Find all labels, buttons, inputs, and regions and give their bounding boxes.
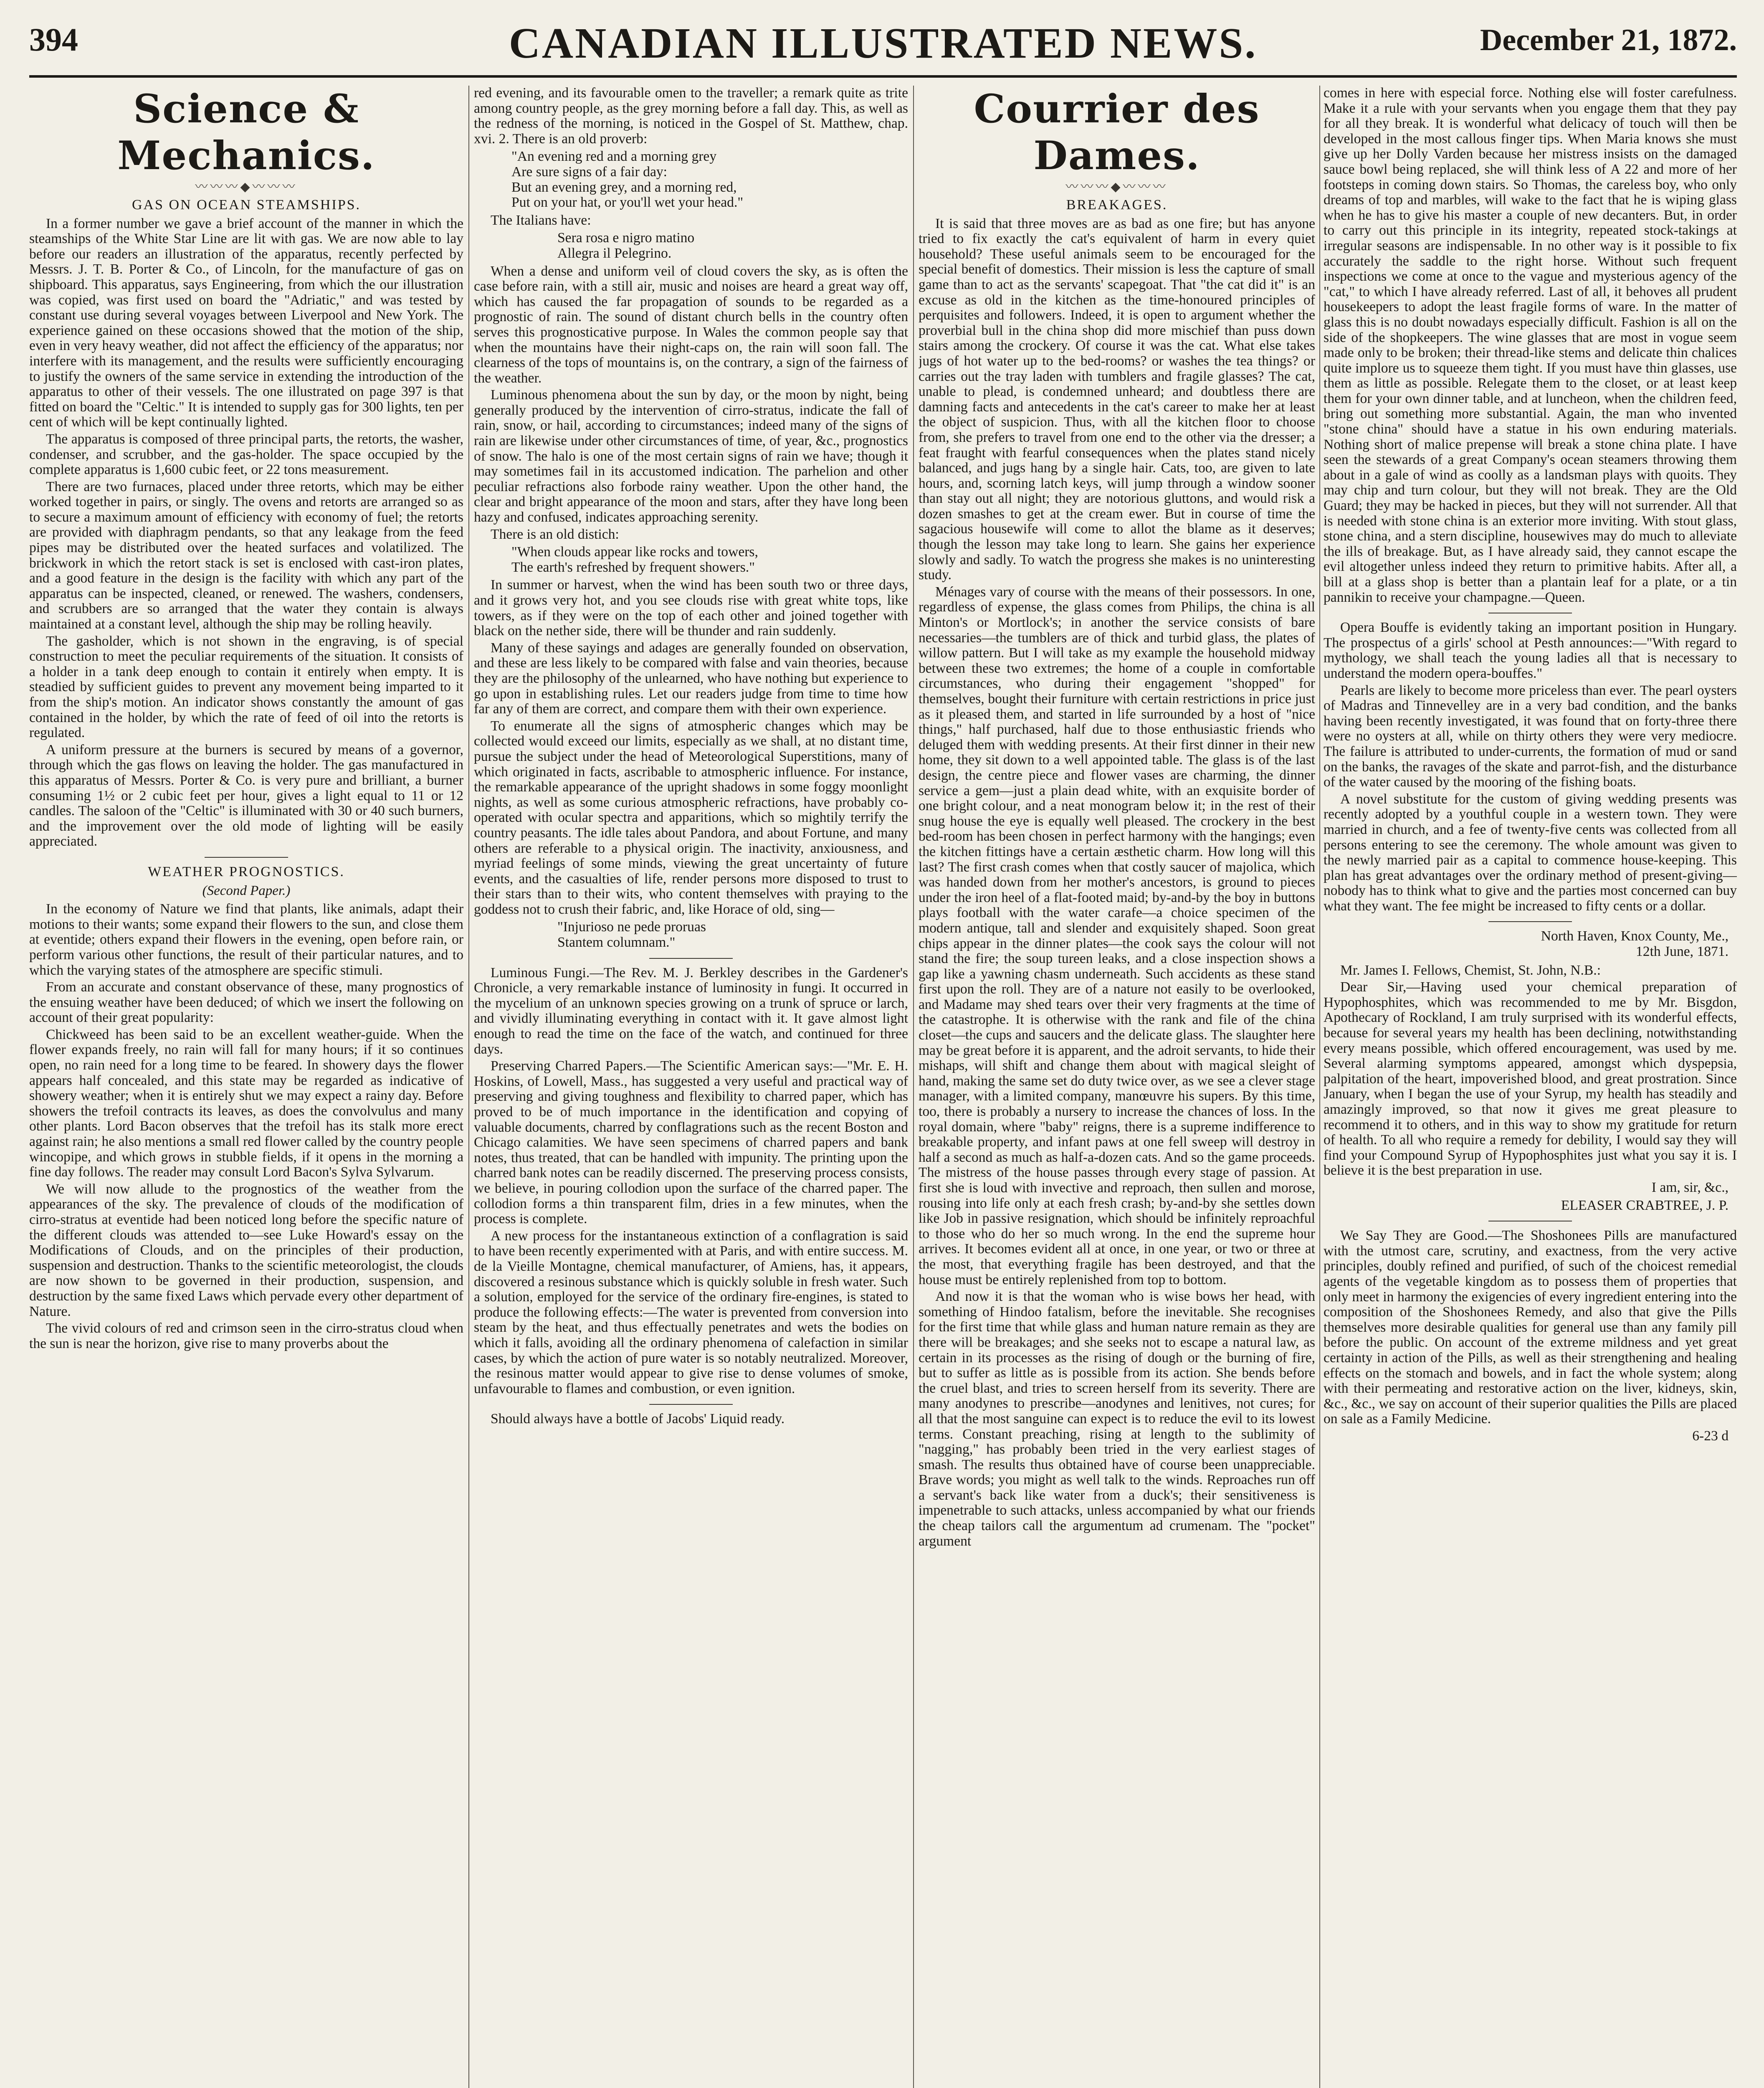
divider — [649, 958, 733, 959]
article-paragraph: And now it is that the woman who is wise bows her head, with something of Hindoo fatalism, before the inevitable. She recognises for the first time that while glass and human nature remain as they are there will be breakages; and she seeks not to escape a natural law, as certain in its processes as the rising of dough or the burning of fire, but to suffer as little as is possible from its action. She bends before the cruel blast, and tries to screen herself from its severity. There are many anodynes to prescribe—anodynes and lenitives, not cures; for all that the most sanguine can expect is to reduce the evil to its lowest terms. Constant preaching, rising at length to the sublimity of "nagging," has probably been tried in the very earliest stages of smash. The results thus obtained have of course been unappreciable. Brave words; you might as well talk to the winds. Reproaches run off a servant's back like water from a duck's; their sensitiveness is impenetrable to such attacks, unless accompanied by what our friends the cheap tailors call the argumentum ad crumenam. The "pocket" argument — [919, 1289, 1315, 1549]
latin-verse: "Injurioso ne pede proruas Stantem columnam." — [557, 919, 706, 950]
ornament-divider: 〰〰〰◆〰〰〰 — [1065, 180, 1168, 194]
article-heading-breakages: BREAKAGES. — [1066, 197, 1168, 213]
advert-line: Should always have a bottle of Jacobs' Liquid ready. — [491, 1411, 785, 1427]
article-paragraph: From an accurate and constant observance of these, many prognostics of the ensuing weather have been deduced; of which we insert the following on account of their great popularity: — [29, 979, 463, 1026]
divider — [1488, 921, 1572, 922]
distich-verse: "When clouds appear like rocks and towers, The earth's refreshed by frequent showers." — [511, 544, 758, 575]
article-paragraph: We will now allude to the prognostics of the weather from the appearances of the sky. The prevalence of clouds of the modification of cirro-stratus at eventide had been noticed long before the specific nature of the different clouds was attended to—see Luke Howard's essay on the Modifications of Clouds, and on the principles of their production, suspension and destruction. Thanks to the scientific meteorologist, the clouds are now shown to be governed in their production, suspension, and destruction by the same fixed Laws which pervade every other department of Nature. — [29, 1181, 463, 1319]
article-paragraph: The vivid colours of red and crimson seen in the cirro-stratus cloud when the sun is near the horizon, give rise to many proverbs about the — [29, 1320, 463, 1351]
article-paragraph: Luminous phenomena about the sun by day, or the moon by night, being generally produced by the intervention of cirro-stratus, indicate the fall of rain, snow, or hail, according to circumstances; indeed many of the signs of rain are likewise under other circumstances of time, of year, &c., prognostics of snow. The halo is one of the most certain signs of rain we have; though it may sometimes fail in its accustomed indication. The parhelion and other peculiar refractions also forbode rainy weather. Upon the other hand, the clear and bright appearance of the moon and stars, after they have long been hazy and confused, indicates approaching serenity. — [474, 387, 908, 525]
article-paragraph: The apparatus is composed of three principal parts, the retorts, the washer, condenser, and scrubber, and the gas-holder. The space occupied by the complete apparatus is 1,600 cubic feet, or 22 tons measurement. — [29, 431, 463, 478]
news-item: Pearls are likely to become more priceless than ever. The pearl oysters of Madras and Tinnevelley are in a very bad condition, and the banks having been recently investigated, it was found that on forty-three there were no oysters at all, while on thirty others they were very mediocre. The failure is attributed to under-currents, the formation of mud or sand on the banks, the ravages of the skate and parrot-fish, and the disturbance of the water caused by the mooring of the fishing boats. — [1324, 682, 1737, 790]
article-heading-weather: WEATHER PROGNOSTICS. — [148, 864, 345, 879]
article-paragraph: red evening, and its favourable omen to the traveller; a remark quite as trite among country people, as the grey morning before a fall day. This, as well as the redness of the morning, is noticed in the Gospel of St. Matthew, chap. xvi. 2. There is an old proverb: — [474, 86, 908, 147]
article-paragraph: To enumerate all the signs of atmospheric changes which may be collected would exceed our limits, especially as we shall, at no distant time, pursue the subject under the head of Meteorological Superstitions, many of which originated in facts, ascribable to atmospheric influence. For instance, the remarkable appearance of the upright shadows in some foggy moonlight nights, as well as some curious atmospheric refractions, have probably co-operated with ocular spectra and apparitions, which so mightily terrify the country peasants. The idle tales about Pandora, and about Fortune, and many others are referable to a physical origin. The inactivity, anxiousness, and myriad feelings of some minds, viewing the great uncertainty of future events, and the casualties of life, render persons more disposed to trust to their stars than to their wits, who content themselves with praying to the goddess not to crush their fabric, and, like Horace of old, sing— — [474, 718, 908, 917]
column-3 — [919, 86, 1315, 2088]
news-item: Opera Bouffe is evidently taking an important position in Hungary. The prospectus of a girls' school at Pesth announces:—"With regard to mythology, we shall teach the young ladies all that is necessary to understand the modern opera-bouffes." — [1324, 620, 1737, 681]
letter-signature: ELEASER CRABTREE, J. P. — [1561, 1197, 1729, 1213]
italian-proverb: Sera rosa e nigro matino Allegra il Pelegrino. — [557, 230, 695, 261]
article-subheading: (Second Paper.) — [202, 883, 291, 898]
article-paragraph: When a dense and uniform veil of cloud covers the sky, as is often the case before rain, with a still air, music and noises are heard a great way off, which has caused the far propagation of sounds to be regarded as a prognostic of rain. The sound of distant church bells in the country often serves this prognosticative purpose. In Wales the common people say that when the mountains have their night-caps on, the rain will soon fall. The clearness of the tops of mountains is, on the contrary, a sign of the fairness of the weather. — [474, 263, 908, 386]
article-paragraph: The gasholder, which is not shown in the engraving, is of special construction to meet the peculiar requirements of the situation. It consists of a holder in a tank deep enough to contain it entirely when empty. It is steadied by sufficient guides to prevent any movement being imparted to it from the ship's motion. An indicator shows constantly the amount of gas contained in the holder, by which the rate of feed of oil into the retorts is regulated. — [29, 633, 463, 741]
article-paragraph: Chickweed has been said to be an excellent weather-guide. When the flower expands freely, no rain will fall for many hours; if it so continues open, no rain need for a long time to be feared. In showery days the flower appears half concealed, and this state may be regarded as indicative of showery weather; when it is entirely shut we may expect a rainy day. Before showers the trefoil contracts its leaves, as does the convolvulus and many other plants. Lord Bacon observes that the trefoil has its stalk more erect against rain; he also mentions a small red flower called by the country people wincopipe, and which grows in stubble fields, if it opens in the morning a fine day follows. The reader may consult Lord Bacon's Sylva Sylvarum. — [29, 1026, 463, 1180]
article-paragraph: There are two furnaces, placed under three retorts, which may be either worked together in pairs, or singly. The ovens and retorts are arranged so as to secure a maximum amount of efficiency with economy of fuel; the retorts are provided with diaphragm pendants, so that any leakage from the feed pipes may be distributed over the heated surfaces and volatilized. The brickwork in which the retort stack is set is enclosed with cast-iron plates, and a good feature in the design is the facility with which any part of the apparatus can be inspected, cleaned, or renewed. The washers, condensers, and scrubbers are so arranged that the water they contain is always maintained at a constant level, although the ship may be rolling heavily. — [29, 479, 463, 632]
article-paragraph: comes in here with especial force. Nothing else will foster carefulness. Make it a rule with your servants when you engage them that they pay for all they break. It is wonderful what delicacy of touch will then be developed in the most callous finger tips. When Maria knows she must give up her Dolly Varden because her mistress insists on the damaged sauce bowl being replaced, she will think less of A 22 and more of her footsteps in coming down stairs. So Thomas, the careless boy, who only dreams of top and marbles, will wake to the fact that he is wiping glass when he has to give his master a couple of new decanters. But, in order to carry out this principle in its integrity, repeated stock-takings at irregular seasons are indispensable. In no other way is it possible to fix accurately the saddle to the right horse. Without such frequent inspections we come at once to the vague and mysterious agency of the "cat," to which I have already referred. Last of all, it behoves all prudent housekeepers to adopt the least fragile forms of ware. In the matter of glass this is no doubt nowadays especially difficult. Fashion is all on the side of the shopkeepers. The wine glasses that are most in vogue seem made only to be broken; their thread-like stems and delicate thin chalices quite implore us to squeeze them tight. If you must have thin glasses, use them as little as possible. Relegate them to the closet, or at least keep them for your own dinner table, and at luncheon, when the children feed, bring out something more substantial. Again, the man who invented "stone china" should have a statue in his own enduring materials. Nothing short of malice prepense will break a stone china plate. I have seen the stewards of a great Company's ocean steamers throwing them about in a gale of wind as coolly as a landsman plays with quoits. They may chip and turn colour, but they will not break. They are the Old Guard; they may be hacked in pieces, but they will not surrender. All that is needed with stone china is an exterior more inviting. With stout glass, stone china, and a stern discipline, housewives may do much to alleviate the ills of breakage. But, as I have already said, they cannot escape the evil altogether unless indeed they return to primitive habits. After all, a bill at a glass shop is better than a plantain leaf for a plate, or a tin pannikin to receive your champagne.—Queen. — [1324, 86, 1737, 605]
divider — [205, 857, 288, 858]
article-paragraph: It is said that three moves are as bad as one fire; but has anyone tried to fix exactly the cat's equivalent of harm in every quiet household? These useful animals seem to be encouraged for the special benefit of domestics. Their mission is less the capture of small game than to act as the servants' scapegoat. That "the cat did it" is an excuse as old in the kitchen as the time-honoured principles of perquisites and followers. Indeed, it is open to argument whether the proverbial bull in the china shop did more mischief than puss down stairs among the crockery. Of course it was the cat. What else takes jugs of hot water up to the bed-rooms? or washes the tea things? or carries out the tray laden with tumblers and fragile glasses? The cat, unable to plead, is condemned unheard; and doubtless there are damning facts and antecedents in the cat's career to make her at least the object of suspicion. Thus, with all the kitchen floor to choose from, she prefers to travel from one end to the other via the dresser; a feat fraught with fearful consequences when the plates stand nicely balanced, and jugs hang by a single hair. Cats, too, are given to late hours, and, scorning latch keys, will jump through a window sooner than stay out all night; they are notorious gluttons, and would risk a dozen smashes to get at the cream ewer. But in course of time the sagacious housewife will come to allot the blame as it deserves; though the lesson may take long to learn. She gains her experience slowly and sadly. To watch the progress she makes is no uninteresting study. — [919, 215, 1315, 583]
column-2 — [474, 86, 908, 2088]
news-item-charred-papers: Preserving Charred Papers.—The Scientific American says:—"Mr. E. H. Hoskins, of Lowell, Mass., has suggested a very useful and practical way of preserving and giving toughness and flexibility to charred paper, which has proved to be of much importance in the identification and copying of valuable documents, charred by conflagrations such as the recent Boston and Chicago calamities. We have seen specimens of charred papers and bank notes, thus treated, that can be handled with impunity. The printing upon the charred bank notes can be readily discerned. The preserving process consists, we believe, in pouring collodion upon the surface of the charred paper. The collodion forms a thin transparent film, dries in a few minutes, when the process is complete. — [474, 1058, 908, 1227]
page-number: 394 — [29, 21, 78, 58]
proverb-verse: "An evening red and a morning grey Are sure signs of a fair day: But an evening grey, and a morning red, Put on your hat, or you'll wet your head." — [511, 149, 744, 210]
column-rule — [1319, 86, 1320, 2088]
section-title-science: Science & Mechanics. — [117, 86, 375, 179]
letter-place-date: North Haven, Knox County, Me., 12th June, 1871. — [1541, 928, 1729, 960]
article-paragraph: In the economy of Nature we find that plants, like animals, adapt their motions to their wants; some expand their flowers to the sun, and close them at eventide; others expand their flowers in the evening, open before rain, or perform various other functions, the result of their particular natures, and to which the varying states of the atmosphere are specific stimuli. — [29, 901, 463, 978]
divider — [649, 1404, 733, 1405]
advert-code: 6-23 d — [1692, 1428, 1729, 1444]
letter-addressee: Mr. James I. Fellows, Chemist, St. John, N.B.: — [1340, 962, 1601, 978]
article-paragraph: The Italians have: — [491, 212, 591, 228]
issue-date: December 21, 1872. — [1480, 23, 1737, 57]
header-rule — [29, 75, 1737, 78]
column-rule — [913, 86, 914, 2088]
article-paragraph: A uniform pressure at the burners is secured by means of a governor, through which the gas flows on leaving the holder. The gas manufactured in this apparatus of Messrs. Porter & Co. is very pure and brilliant, a burner consuming 1½ or 2 cubic feet per hour, gives a light equal to 11 or 12 candles. The saloon of the "Celtic" is illuminated with 30 or 40 such burners, and the improvement over the old mode of lighting will be easily appreciated. — [29, 742, 463, 849]
article-paragraph: There is an old distich: — [491, 526, 619, 542]
article-heading-gas: GAS ON OCEAN STEAMSHIPS. — [132, 197, 361, 213]
section-title-courrier: Courrier des Dames. — [974, 86, 1260, 179]
news-item: A novel substitute for the custom of giving wedding presents was recently adopted by a youthful couple in a western town. They were married in church, and a fee of twenty-five cents was collected from all persons entering to see the ceremony. The whole amount was given to the newly married pair as a capital to commence house-keeping. This plan has great advantages over the ordinary method of present-giving—nobody has to think what to give and the parties most concerned can buy what they want. The fee might be increased to fifty cents or a dollar. — [1324, 791, 1737, 914]
letter-body: Dear Sir,—Having used your chemical preparation of Hypophosphites, which was recommended to me by Mr. Bisgdon, Apothecary of Rockland, I am truly surprised with its wonderful effects, because for several years my health has been declining, notwithstanding every means possible, which offered encouragement, was used by me. Several alarming symptoms appeared, amongst which dyspepsia, palpitation of the heart, impoverished blood, and great prostration. Since January, when I began the use of your Syrup, my health has steadily and amazingly improved, so that now it gives me great pleasure to recommend it to others, and in this way to show my gratitude for return of health. To all who require a remedy for debility, I would say they will find your Compound Syrup of Hypophosphites just what you say it is. I believe it is the best preparation in use. — [1324, 979, 1737, 1178]
advert-shoshonees: We Say They are Good.—The Shoshonees Pills are manufactured with the utmost care, scrutiny, and exactness, from the very active principles, doubly refined and purified, of such of the choicest remedial agents of the vegetable kingdom as to possess them of properties that only meet in harmony the exigencies of every ingredient entering into the composition of the Shoshonees Remedy, and also that give the Pills themselves more desirable qualities for general use than any family pill before the public. On account of the extreme mildness and yet great certainty in action of the Pills, as well as their strengthening and healing effects on the stomach and bowels, and in fact the whole system; along with their permeating and restorative action on the liver, kidneys, skin, &c., &c., we say on account of their superior qualities the Pills are placed on sale as a Family Medicine. — [1324, 1228, 1737, 1427]
article-paragraph: In a former number we gave a brief account of the manner in which the steamships of the White Star Line are lit with gas. We are now able to lay before our readers an illustration of the apparatus, recently perfected by Messrs. J. T. B. Porter & Co., of Lincoln, for the manufacture of gas on shipboard. This apparatus, says Engineering, from which the our illustration was copied, was first used on board the "Adriatic," and was tested by constant use during several voyages between Liverpool and New York. The experience gained on these occasions showed that the motion of the ship, even in very heavy weather, did not affect the efficiency of the apparatus; nor interfere with its management, and the results were sufficiently encouraging to justify the owners of the same service in extending the introduction of the apparatus to other of their vessels. The one illustrated on page 397 is that fitted on board the "Celtic." It is intended to supply gas for 300 lights, ten per cent of which will be kept continually lighted. — [29, 215, 463, 430]
column-1 — [29, 86, 463, 2088]
news-item-fire-process: A new process for the instantaneous extinction of a conflagration is said to have been recently experimented with at Paris, and with entire success. M. de la Vieille Montagne, chemical manufacturer, of Amiens, has, it appears, discovered a resinous substance which is quickly soluble in fresh water. Such a solution, employed for the service of the ordinary fire-engines, is stated to produce the following effects:—The water is prevented from conversion into steam by the heat, and thus effectually penetrates and wets the bodies on which it falls, avoiding all the ordinary phenomena of calefaction in similar cases, by which the action of pure water is so notably neutralized. Moreover, the resinous matter would appear to give rise to dense volumes of smoke, unfavourable to flames and combustion, or even ignition. — [474, 1228, 908, 1396]
page-header — [29, 17, 1737, 71]
article-paragraph: Ménages vary of course with the means of their possessors. In one, regardless of expense, the glass comes from Philips, the china is all Minton's or Mortlock's; in another the service consists of bare necessaries—the tumblers are of thick and turbid glass, the plates of willow pattern. But I will take as my example the household midway between these two extremes; the home of a couple in comfortable circumstances, who during their engagement "shopped" for themselves, bought their furniture with certain restrictions in price just as it pleased them, and started in life surrounded by a host of "nice things," half purchased, half due to those enthusiastic friends who deluged them with wedding presents. At their first dinner in their new home, they sit down to a well appointed table. The glass is of the last design, the centre piece and flower vases are charming, the dinner service a gem—just a plain dead white, with an exquisite border of one bright colour, and a neat monogram below it; in the rest of their snug house the eye is equally well pleased. The crockery in the best bed-room has been chosen in perfect harmony with the hangings; even the kitchen fittings have a certain æsthetic charm. How long will this last? The first crash comes when that costly saucer of majolica, which was handed down from her mother's ancestors, is ground to pieces under the iron heel of a flat-footed maid; by-and-by the boy in buttons plays football with the water carafe—a choice specimen of the modern antique, tall and slender and exquisitely shaped. Soon great chips appear in the dinner plates—the cook says the colour will not stand the fire; the soup tureen leaks, and a close inspection shows a gap like a yawning chasm underneath. Such accidents as these stand first upon the roll. They are of a nature not easily to be overlooked, and Madame may shed tears over their very fragments at the time of the catastrophe. It is otherwise with the rank and file of the china closet—the cups and saucers and the delicate glass. The slaughter here may be great before it is apparent, and the adroit servants, to hide their mishaps, will shift and change them about with magical sleight of hand, making the same set do duty twice over, as we see a clever stage manager, with a limited company, manœuvre his supers. By this time, too, there is probably a nursery to increase the chances of loss. In the royal domain, where "baby" reigns, there is a supreme indifference to breakable property, and infant paws at one fell sweep will destroy in half a second as much as half-a-dozen cats. And so the game proceeds. The mistress of the house passes through every stage of passion. At first she is loud with invective and reproach, then sullen and morose, rousing into life only at each fresh crash; by-and-by she settles down like Job in passive resignation, which should be infinitely reproachful to those who do her so much wrong. In the end the supreme hour arrives. It becomes evident all at once, in one year, or two or three at the most, that everything fragile has been destroyed, and that the house must be entirely replenished from top to bottom. — [919, 584, 1315, 1287]
letter-closing: I am, sir, &c., — [1651, 1179, 1729, 1195]
article-paragraph: In summer or harvest, when the wind has been south two or three days, and it grows very hot, and you see clouds rise with great white tops, like towers, as if they were on the top of each other and joined together with black on the nether side, there will be thunder and rain suddenly. — [474, 577, 908, 639]
column-4 — [1324, 86, 1737, 2088]
masthead-title: CANADIAN ILLUSTRATED NEWS. — [509, 19, 1258, 67]
news-item-fungi: Luminous Fungi.—The Rev. M. J. Berkley describes in the Gardener's Chronicle, a very remarkable instance of luminosity in fungi. It occurred in the mycelium of an unknown species growing on a trunk of spruce or larch, and vividly illuminating everything in contact with it. It gave almost light enough to read the time on the face of the watch, and continued for three days. — [474, 965, 908, 1057]
article-paragraph: Many of these sayings and adages are generally founded on observation, and these are less likely to be compared with false and vain theories, because they are the philosophy of the unlearned, who have nothing but experience to go upon in establishing rules. Let our readers judge from time to time how far any of them are correct, and compare them with their own experience. — [474, 640, 908, 717]
ornament-divider: 〰〰〰◆〰〰〰 — [195, 180, 298, 194]
column-rule — [468, 86, 469, 2088]
